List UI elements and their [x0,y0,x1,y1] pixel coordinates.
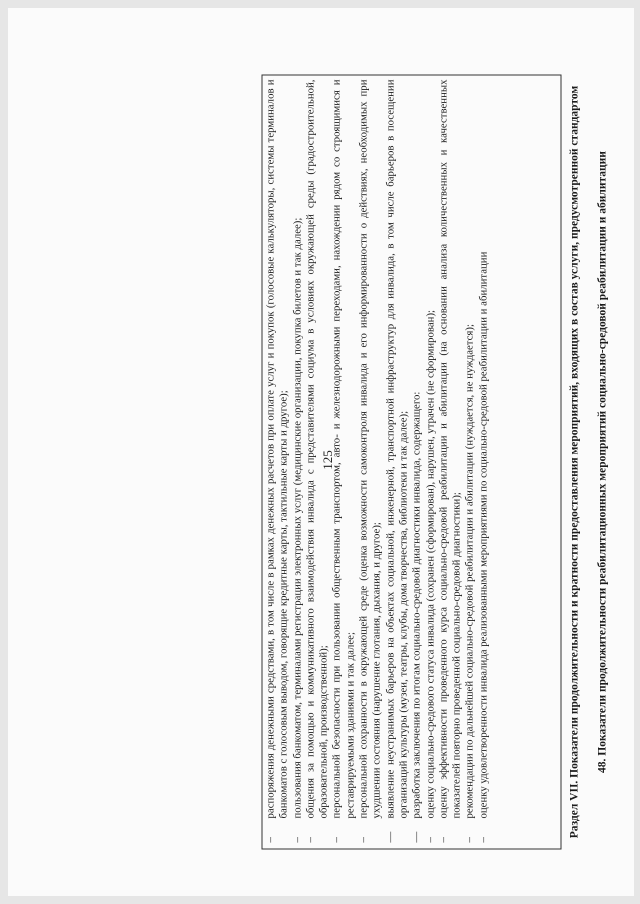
list-marker: — [384,831,397,843]
document-page [8,8,634,896]
list-item [331,80,358,843]
list-item-text: общения за помощью и коммуникативного взаимодействия инвалида с представителями социума в условиях окружающей среды (градостроительной, образовательной, производственной); [304,79,330,819]
list-item-text: разработка заключения по итогам социально-средовой диагностики инвалида, содержащего: [410,391,423,819]
list-item [304,80,331,843]
list-item-text: оценку удовлетворенности инвалида реализованными мероприятиями по социально-средовой реабилитации и абилитации [477,251,490,819]
list-marker: – [304,837,317,843]
list-marker: – [477,837,490,843]
list-item [437,80,464,843]
list-item-text: оценку социально-средового статуса инвалида (сохранен (сформирован), нарушен, утрачен (не сформирован); [424,309,437,819]
list-item-text: персональной сохранности в окружающей среде (оценка возможности самоконтроля инвалида и его информированности о действиях, необходимых при ухудшении состояния (нарушение глотания, дыхания, и другое); [357,79,383,819]
list-item [265,80,292,843]
list-item [477,80,490,843]
section-headings [568,75,624,850]
list-item [411,80,424,843]
list-marker: – [330,837,343,843]
list-item-text: выявление неустранимых барьеров на объектах социальной, инженерной, транспортной инфраструктур для инвалида, в том числе барьеров в посещении организаций культуры (музеи, театры, клубы, дома творчества, библиотеки и так далее); [384,79,410,819]
list-marker: – [291,837,304,843]
list-item [464,80,477,843]
list-item-text: пользования банкоматом, терминалами регистрации электронных услуг (медицинские организации, покупка билетов и так далее); [291,217,304,819]
list-marker: – [264,837,277,843]
rotated-content [262,75,640,850]
list-item [424,80,437,843]
section-heading: Раздел VII. Показатели продолжительности и кратности предоставления мероприятий, входящих в состав услуги, предусмотренной стандартом [568,85,581,839]
table-cell-text [263,74,563,849]
standard-table [262,75,562,850]
list-item-text: рекомендации по дальнейшей социально-средовой реабилитации и абилитации (нуждается, не нуждается); [463,324,476,819]
list-item-text: персональной безопасности при пользовании общественным транспортом, авто- и железнодорожными переходами, нахождении рядом со строящимися и реставрируемыми зданиями и так далее; [330,79,357,819]
list-marker: – [463,837,476,843]
list-marker: – [437,837,450,843]
list-marker: – [424,837,437,843]
list-item-text: оценку эффективности проведенного курса социально-средовой реабилитации и абилитации (на основании анализа количественных и качественных показателей повторно проведенной социально-средовой диагностики); [437,79,463,819]
page-number: 125 [320,450,335,470]
list-marker: – [357,837,370,843]
list-item [384,80,411,843]
subsection-heading: 48. Показатели продолжительности реабилитационных мероприятий социально-средовой реабилитации и абилитации [596,151,609,773]
list-marker: — [410,831,423,843]
list-item [291,80,304,843]
list-item [358,80,385,843]
list-item-text: распоряжения денежными средствами, в том числе в рамках денежных расчетов при оплате услуг и покупок (голосовые калькуляторы, системы терминалов и банкоматов с голосовым выводом, говорящие кредитные карты, тактильные карты и другое); [264,79,290,819]
